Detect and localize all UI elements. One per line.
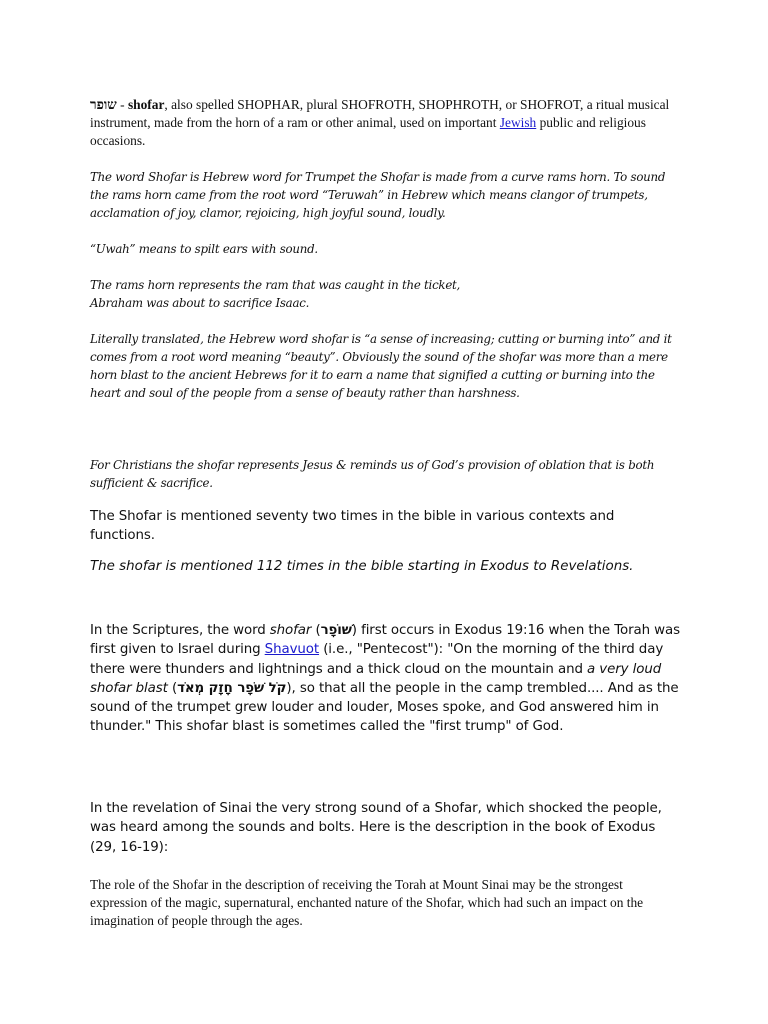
scriptures-text-6: ), so that all the people in the camp trembled.... And as the sound of the trumpet grew louder and louder, Moses spoke, and God answered him in thunder." This shofar blast is sometimes called the "first trump" of God. [90, 680, 679, 735]
scriptures-text-3: ) first occurs in Exodus 19:16 when the Torah was first given to Israel during [90, 623, 680, 658]
uwah-paragraph: “Uwah” means to spilt ears with sound. [90, 242, 318, 256]
trumpet-paragraph: The word Shofar is Hebrew word for Trumpet the Shofar is made from a curve rams horn. To sound the rams horn came from the root word “Teruwah” in Hebrew which means clangor of trumpets, acclamation of joy, clamor, rejoicing, high joyful sound, loudly. [90, 170, 666, 220]
scriptures-text-2: ( [311, 623, 321, 638]
ram-line-2: Abraham was about to sacrifice Isaac. [90, 296, 310, 310]
christians-paragraph: For Christians the shofar represents Jesus & reminds us of God’s provision of oblation that is both sufficient & sacrifice. [90, 458, 655, 490]
ram-line-1: The rams horn represents the ram that was caught in the ticket, [90, 278, 461, 292]
torah-role-paragraph: The role of the Shofar in the description of receiving the Torah at Mount Sinai may be the strongest expression of the magic, supernatural, enchanted nature of the Shofar, which had such an impact on the imagination of people through the ages. [90, 877, 644, 928]
jewish-link[interactable]: Jewish [499, 115, 537, 130]
hebrew-blast: קֹל שֹׁפָר חָזָק מְאֹד [177, 680, 287, 696]
hebrew-shofar: שׁוֹפָר [320, 623, 352, 638]
translation-paragraph: Literally translated, the Hebrew word shofar is “a sense of increasing; cutting or burning into” and it comes from a root word meaning “beauty”. Obviously the sound of the shofar was more than a mere horn blast to the ancient Hebrews for it to earn a name that signified a cutting or burning into the heart and soul of the people from a sense of beauty rather than harshness. [90, 332, 672, 400]
scriptures-text-5: ( [167, 680, 178, 696]
intro-text-b: public and religious occasions. [90, 115, 646, 148]
112-times-paragraph: The shofar is mentioned 112 times in the bible starting in Exodus to Revelations. [90, 559, 634, 574]
ram-paragraph [90, 276, 680, 312]
shavuot-link[interactable]: Shavuot [264, 642, 320, 658]
term-shofar: shofar [127, 97, 165, 112]
shofar-italic: shofar [269, 623, 312, 638]
intro-paragraph [90, 96, 680, 150]
sinai-paragraph: In the revelation of Sinai the very strong sound of a Shofar, which shocked the people, was heard among the sounds and bolts. Here is the description in the book of Exodus (29, 16-19): [90, 801, 662, 855]
scriptures-text-4: (i.e., "Pentecost"): "On the morning of the third day there were thunders and lightnings and a thick cloud on the mountain and [90, 642, 664, 677]
scriptures-text-1: In the Scriptures, the word [90, 623, 270, 638]
blast-italic: a very loud shofar blast [90, 661, 662, 696]
intro-text-a: , also spelled SHOPHAR, plural SHOFROTH, SHOPHROTH, or SHOFROT, a ritual musical instrument, made from the horn of a ram or other animal, used on important [90, 97, 670, 130]
scriptures-paragraph [90, 621, 680, 737]
hebrew-word: שופר [90, 97, 117, 112]
dash: - [116, 97, 128, 112]
seventy-two-paragraph: The Shofar is mentioned seventy two times in the bible in various contexts and functions. [90, 509, 615, 544]
